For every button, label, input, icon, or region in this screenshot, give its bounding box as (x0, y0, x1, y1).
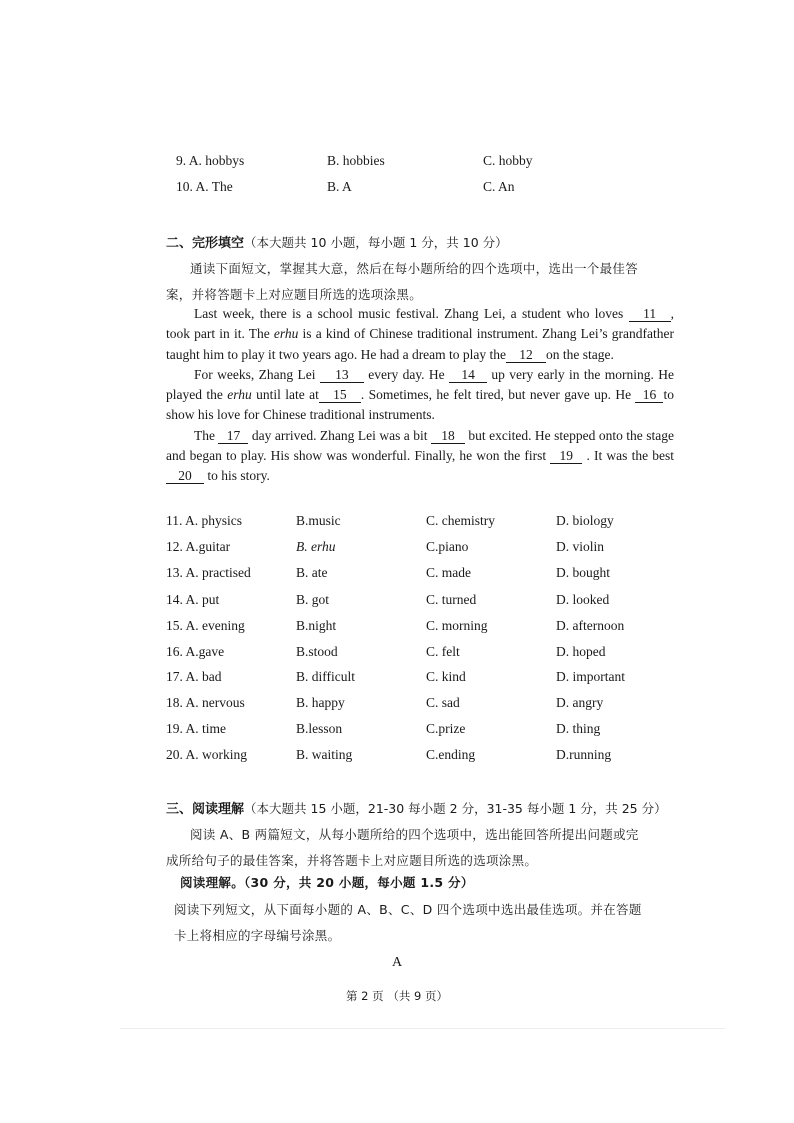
option-d: D. biology (556, 513, 614, 528)
option-c: C.ending (426, 747, 476, 762)
option-c: C. morning (426, 618, 488, 633)
cloze-paragraph-2: For weeks, Zhang Lei 13 every day. He 14 up very early in the morning. He played the erhu until late at 15 . Sometimes, he felt tired, but never gave up. He 16 to show his love for Chinese traditional instruments. (166, 366, 675, 423)
option-b: B. hobbies (327, 153, 385, 168)
reading-note-line1: 阅读下列短文，从下面每小题的 A、B、C、D 四个选项中选出最佳选项。并在答题 (174, 902, 642, 917)
option-a: 20. A. working (166, 747, 247, 762)
question-11-options (0, 510, 794, 532)
reading-instruction-line2: 成所给句子的最佳答案，并将答题卡上对应题目所选的选项涂黑。 (166, 853, 538, 868)
reading-section-title (166, 798, 667, 817)
option-b: B.night (296, 618, 337, 633)
option-d: D. angry (556, 695, 604, 710)
question-9-options (0, 150, 794, 172)
option-b: B. got (296, 592, 330, 607)
option-c: C.prize (426, 721, 466, 736)
option-c: C. An (483, 179, 515, 194)
question-20-options (0, 744, 794, 766)
reading-instruction-line1: 阅读 A、B 两篇短文，从每小题所给的四个选项中，选出能回答所提出问题或完 (190, 827, 639, 842)
cloze-instruction-line1: 通读下面短文，掌握其大意，然后在每小题所给的四个选项中，选出一个最佳答 (190, 261, 639, 276)
option-b: B.stood (296, 644, 338, 659)
blank-11: 11 (629, 306, 671, 322)
option-a: 12. A.guitar (166, 539, 231, 554)
option-d: D. important (556, 669, 625, 684)
question-18-options (0, 692, 794, 714)
option-c: C. kind (426, 669, 466, 684)
reading-note: （本大题共 15 小题，21-30 每小题 2 分，31-35 每小题 1 分，共 25 分） (244, 801, 667, 816)
question-14-options (0, 589, 794, 611)
option-c: C. felt (426, 644, 460, 659)
cloze-title: 二、完形填空 (166, 236, 245, 251)
blank-15: 15 (319, 387, 361, 403)
option-c: C. hobby (483, 153, 533, 168)
option-a: 15. A. evening (166, 618, 245, 633)
option-a: 13. A. practised (166, 565, 251, 580)
cloze-section-title (166, 232, 508, 251)
question-10-options (0, 176, 794, 198)
option-a: 11. A. physics (166, 513, 243, 528)
cloze-note: （本大题共 10 小题，每小题 1 分，共 10 分） (244, 235, 508, 250)
option-d: D. bought (556, 565, 610, 580)
option-c: C.piano (426, 539, 469, 554)
option-a: 10. A. The (176, 179, 233, 194)
blank-17: 17 (218, 428, 248, 444)
page-divider (120, 1028, 725, 1029)
option-a: 18. A. nervous (166, 695, 245, 710)
option-d: D. afternoon (556, 618, 625, 633)
option-a: 19. A. time (166, 721, 226, 736)
question-13-options (0, 562, 794, 584)
option-c: C. sad (426, 695, 460, 710)
question-12-options (0, 536, 794, 558)
option-c: C. made (426, 565, 471, 580)
option-a: 16. A.gave (166, 644, 225, 659)
option-b: B.lesson (296, 721, 343, 736)
option-d: D. thing (556, 721, 601, 736)
blank-20: 20 (166, 468, 204, 484)
option-b: B. erhu (296, 539, 336, 554)
cloze-paragraph-3: The 17 day arrived. Zhang Lei was a bit 18 but excited. He stepped onto the stage and began to play. His show was wonderful. Finally, he won the first 19 . It was the best 20 to his story. (166, 427, 674, 484)
question-15-options (0, 615, 794, 637)
question-17-options (0, 666, 794, 688)
blank-12: 12 (506, 347, 546, 363)
option-b: B.music (296, 513, 341, 528)
cloze-paragraph-1: Last week, there is a school music festival. Zhang Lei, a student who loves 11 , took part in it. The erhu is a kind of Chinese traditional instrument. Zhang Lei’s grandfather taught him to play it two years ago. He had a dream to play the 12 on the stage. (166, 306, 674, 362)
option-a: 14. A. put (166, 592, 220, 607)
option-c: C. chemistry (426, 513, 495, 528)
option-b: B. happy (296, 695, 345, 710)
question-16-options (0, 641, 794, 663)
passage-label: A (391, 955, 403, 970)
option-b: B. waiting (296, 747, 353, 762)
option-b: B. A (327, 179, 352, 194)
blank-19: 19 (550, 448, 582, 464)
option-b: B. difficult (296, 669, 355, 684)
cloze-instruction-line2: 案，并将答题卡上对应题目所选的选项涂黑。 (166, 287, 423, 302)
cloze-passage (166, 304, 674, 487)
option-a: 17. A. bad (166, 669, 222, 684)
question-19-options (0, 718, 794, 740)
blank-16: 16 (635, 387, 663, 403)
page-footer: 第 2 页 （共 9 页） (346, 989, 448, 1003)
option-c: C. turned (426, 592, 477, 607)
reading-title: 三、阅读理解 (166, 802, 245, 817)
blank-18: 18 (431, 428, 465, 444)
option-d: D.running (556, 747, 612, 762)
reading-bold-heading: 阅读理解。（30 分，共 20 小题，每小题 1.5 分） (180, 875, 474, 890)
blank-14: 14 (449, 367, 487, 383)
option-a: 9. A. hobbys (176, 153, 245, 168)
option-d: D. looked (556, 592, 610, 607)
option-b: B. ate (296, 565, 328, 580)
option-d: D. violin (556, 539, 605, 554)
reading-note-line2: 卡上将相应的字母编号涂黑。 (174, 928, 341, 943)
blank-13: 13 (320, 367, 364, 383)
option-d: D. hoped (556, 644, 606, 659)
